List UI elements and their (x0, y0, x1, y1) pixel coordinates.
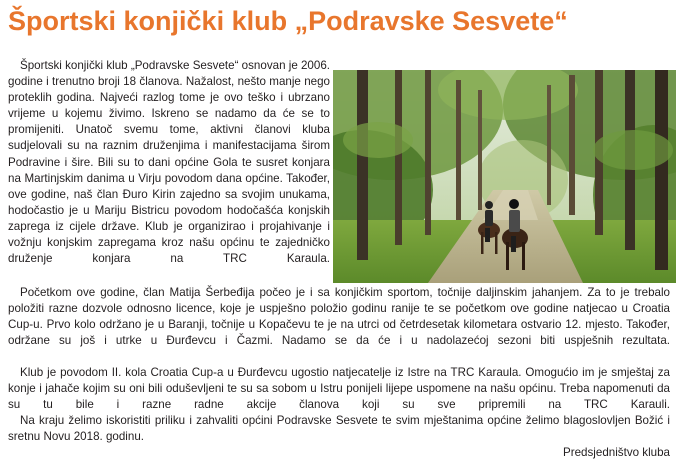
paragraph-intro: Športski konjički klub „Podravske Sesvete“ osnovan je 2006. godine i trenutno broji 18 članova. Nažalost, nešto manje nego proteklih godina. Najveći razlog tome je ovo teško i ubrzano vrijeme u kojemu živimo. Iskreno se nadamo da će se to promijeniti. Unatoč svemu tome, aktivni članovi kluba sudjelovali su na raznim druženjima i manifestacijama širom Podravine i šire. Bili su to dani općine Gola te susret konjara na Martinjskim danima u Virju povodom dana općine. Također, ove godine, naš član Đuro Kirin zajedno sa svojim unukama, hodočastio je u Mariju Bistricu povodom hodočašća konjskih zaprega iz cijele države. Klub je organizirao i projahivanje i vožnju konjskim zapregama kroz našu općinu te zajedničko druženje konjara na TRC Karaula. (8, 59, 330, 266)
paragraph-competition: Početkom ove godine, član Matija Šerbeđija počeo je i sa konjičkim sportom, točnije daljinskim jahanjem. Za to je trebalo položiti razne dozvole odnosno licence, koje je uspješno položio godinu ranije te se početkom ove godine natjecao u Croatia Cup-u. Prvo kolo održano je u Baranji, točnije u Kopačevu te je na utrci od četrdesetak kilometara ostvario 12. mjesto. Također, održane su još i utrke u Đurđevcu i Čazmi. Nadamo se da će i u nadolazećoj sezoni biti uspješnih rezultata. (8, 286, 670, 348)
paragraph-hosting: Klub je povodom II. kola Croatia Cup-a u Đurđevcu ugostio natjecatelje iz Istre na TRC Karaula. Omogućio im je smještaj za konje i jahače kojim su oni bili oduševljeni te su sa sobom u Istru ponijeli lijepe uspomene na našu općinu. Treba napomenuti da su tu bile i razne radne akcije članova koji su sve pripremili na TRC Karauli. (8, 366, 670, 412)
horse-riders-photo (333, 70, 676, 283)
signature: Predsjedništvo kluba (563, 446, 670, 459)
paragraph-greetings: Na kraju želimo iskoristiti priliku i zahvaliti općini Podravske Sesvete te svim mještanima općine želimo blagoslovljen Božić i sretnu Novu 2018. godinu. (8, 414, 670, 444)
article-title: Športski konjički klub „Podravske Sesvete“ (8, 6, 568, 36)
